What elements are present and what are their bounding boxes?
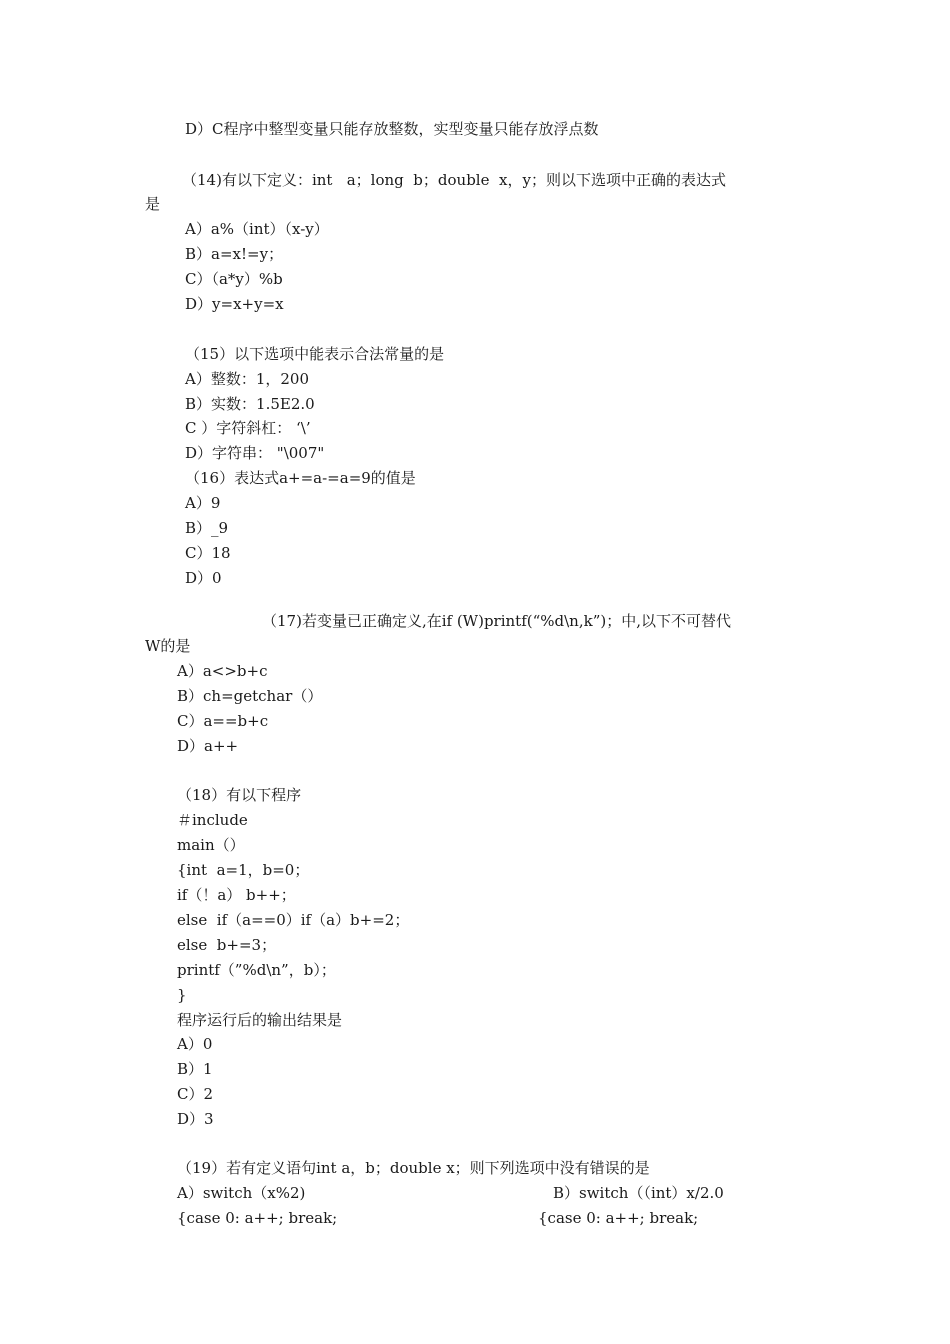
q14-option-a: A）a%（int）（x-y） <box>185 220 329 238</box>
q16-option-d: D）0 <box>185 569 222 587</box>
q17-option-d: D）a++ <box>177 737 239 755</box>
q19-question: （19）若有定义语句int a，b；double x；则下列选项中没有错误的是 <box>177 1159 650 1177</box>
q17-option-a: A）a<>b+c <box>177 662 268 680</box>
q18-code-line: if（！a） b++； <box>177 886 296 904</box>
q16-option-a: A）9 <box>185 494 221 512</box>
q16-question: （16）表达式a+=a-=a=9的值是 <box>185 469 416 487</box>
q14-question: （14)有以下定义：int a；long b；double x，y；则以下选项中正确的表达式 <box>182 171 726 189</box>
q16-option-b: B）_9 <box>185 519 229 537</box>
q15-option-b: B）实数：1.5E2.0 <box>185 395 315 413</box>
q18-question: （18）有以下程序 <box>177 786 302 804</box>
q19-option-a: A）switch（x%2) <box>177 1184 306 1202</box>
q19-option-b: B）switch（（int）x/2.0 <box>553 1184 724 1202</box>
q18-code-line: main（） <box>177 836 245 854</box>
q19-option-a-code: {case 0: a++; break; <box>177 1209 338 1227</box>
q13-option-d: D）C程序中整型变量只能存放整数，实型变量只能存放浮点数 <box>185 120 599 138</box>
q17-question: （17)若变量已正确定义,在if (W)printf(“%d\n,k”)；中,以下不可替代 <box>262 612 731 630</box>
q19-option-b-code: {case 0: a++; break; <box>538 1209 699 1227</box>
q14-option-b: B）a=x!=y； <box>185 245 284 263</box>
q15-option-c: C ）字符斜杠： ‘\’ <box>185 419 311 437</box>
q18-option-b: B）1 <box>177 1060 213 1078</box>
q16-option-c: C）18 <box>185 544 231 562</box>
q18-code-line: } <box>177 986 187 1004</box>
q18-prompt: 程序运行后的输出结果是 <box>177 1011 343 1029</box>
q18-code-line: ＃include <box>177 811 248 829</box>
q14-question-cont: 是 <box>145 195 161 213</box>
q15-option-a: A）整数：1，200 <box>185 370 310 388</box>
q17-question-cont: W的是 <box>145 637 191 655</box>
q18-code-line: printf（”%d\n”，b）； <box>177 961 336 979</box>
q18-code-line: else if（a==0）if（a）b+=2； <box>177 911 410 929</box>
q18-code-line: else b+=3； <box>177 936 277 954</box>
q17-option-b: B）ch=getchar（） <box>177 687 323 705</box>
q18-code-line: {int a=1，b=0； <box>177 861 310 879</box>
q15-question: （15）以下选项中能表示合法常量的是 <box>185 345 445 363</box>
q14-option-c: C）（a*y）%b <box>185 270 283 288</box>
q15-option-d: D）字符串： "\007" <box>185 444 325 462</box>
q17-option-c: C）a==b+c <box>177 712 269 730</box>
q14-option-d: D）y=x+y=x <box>185 295 284 313</box>
q18-option-a: A）0 <box>177 1035 213 1053</box>
q18-option-d: D）3 <box>177 1110 214 1128</box>
q18-option-c: C）2 <box>177 1085 214 1103</box>
